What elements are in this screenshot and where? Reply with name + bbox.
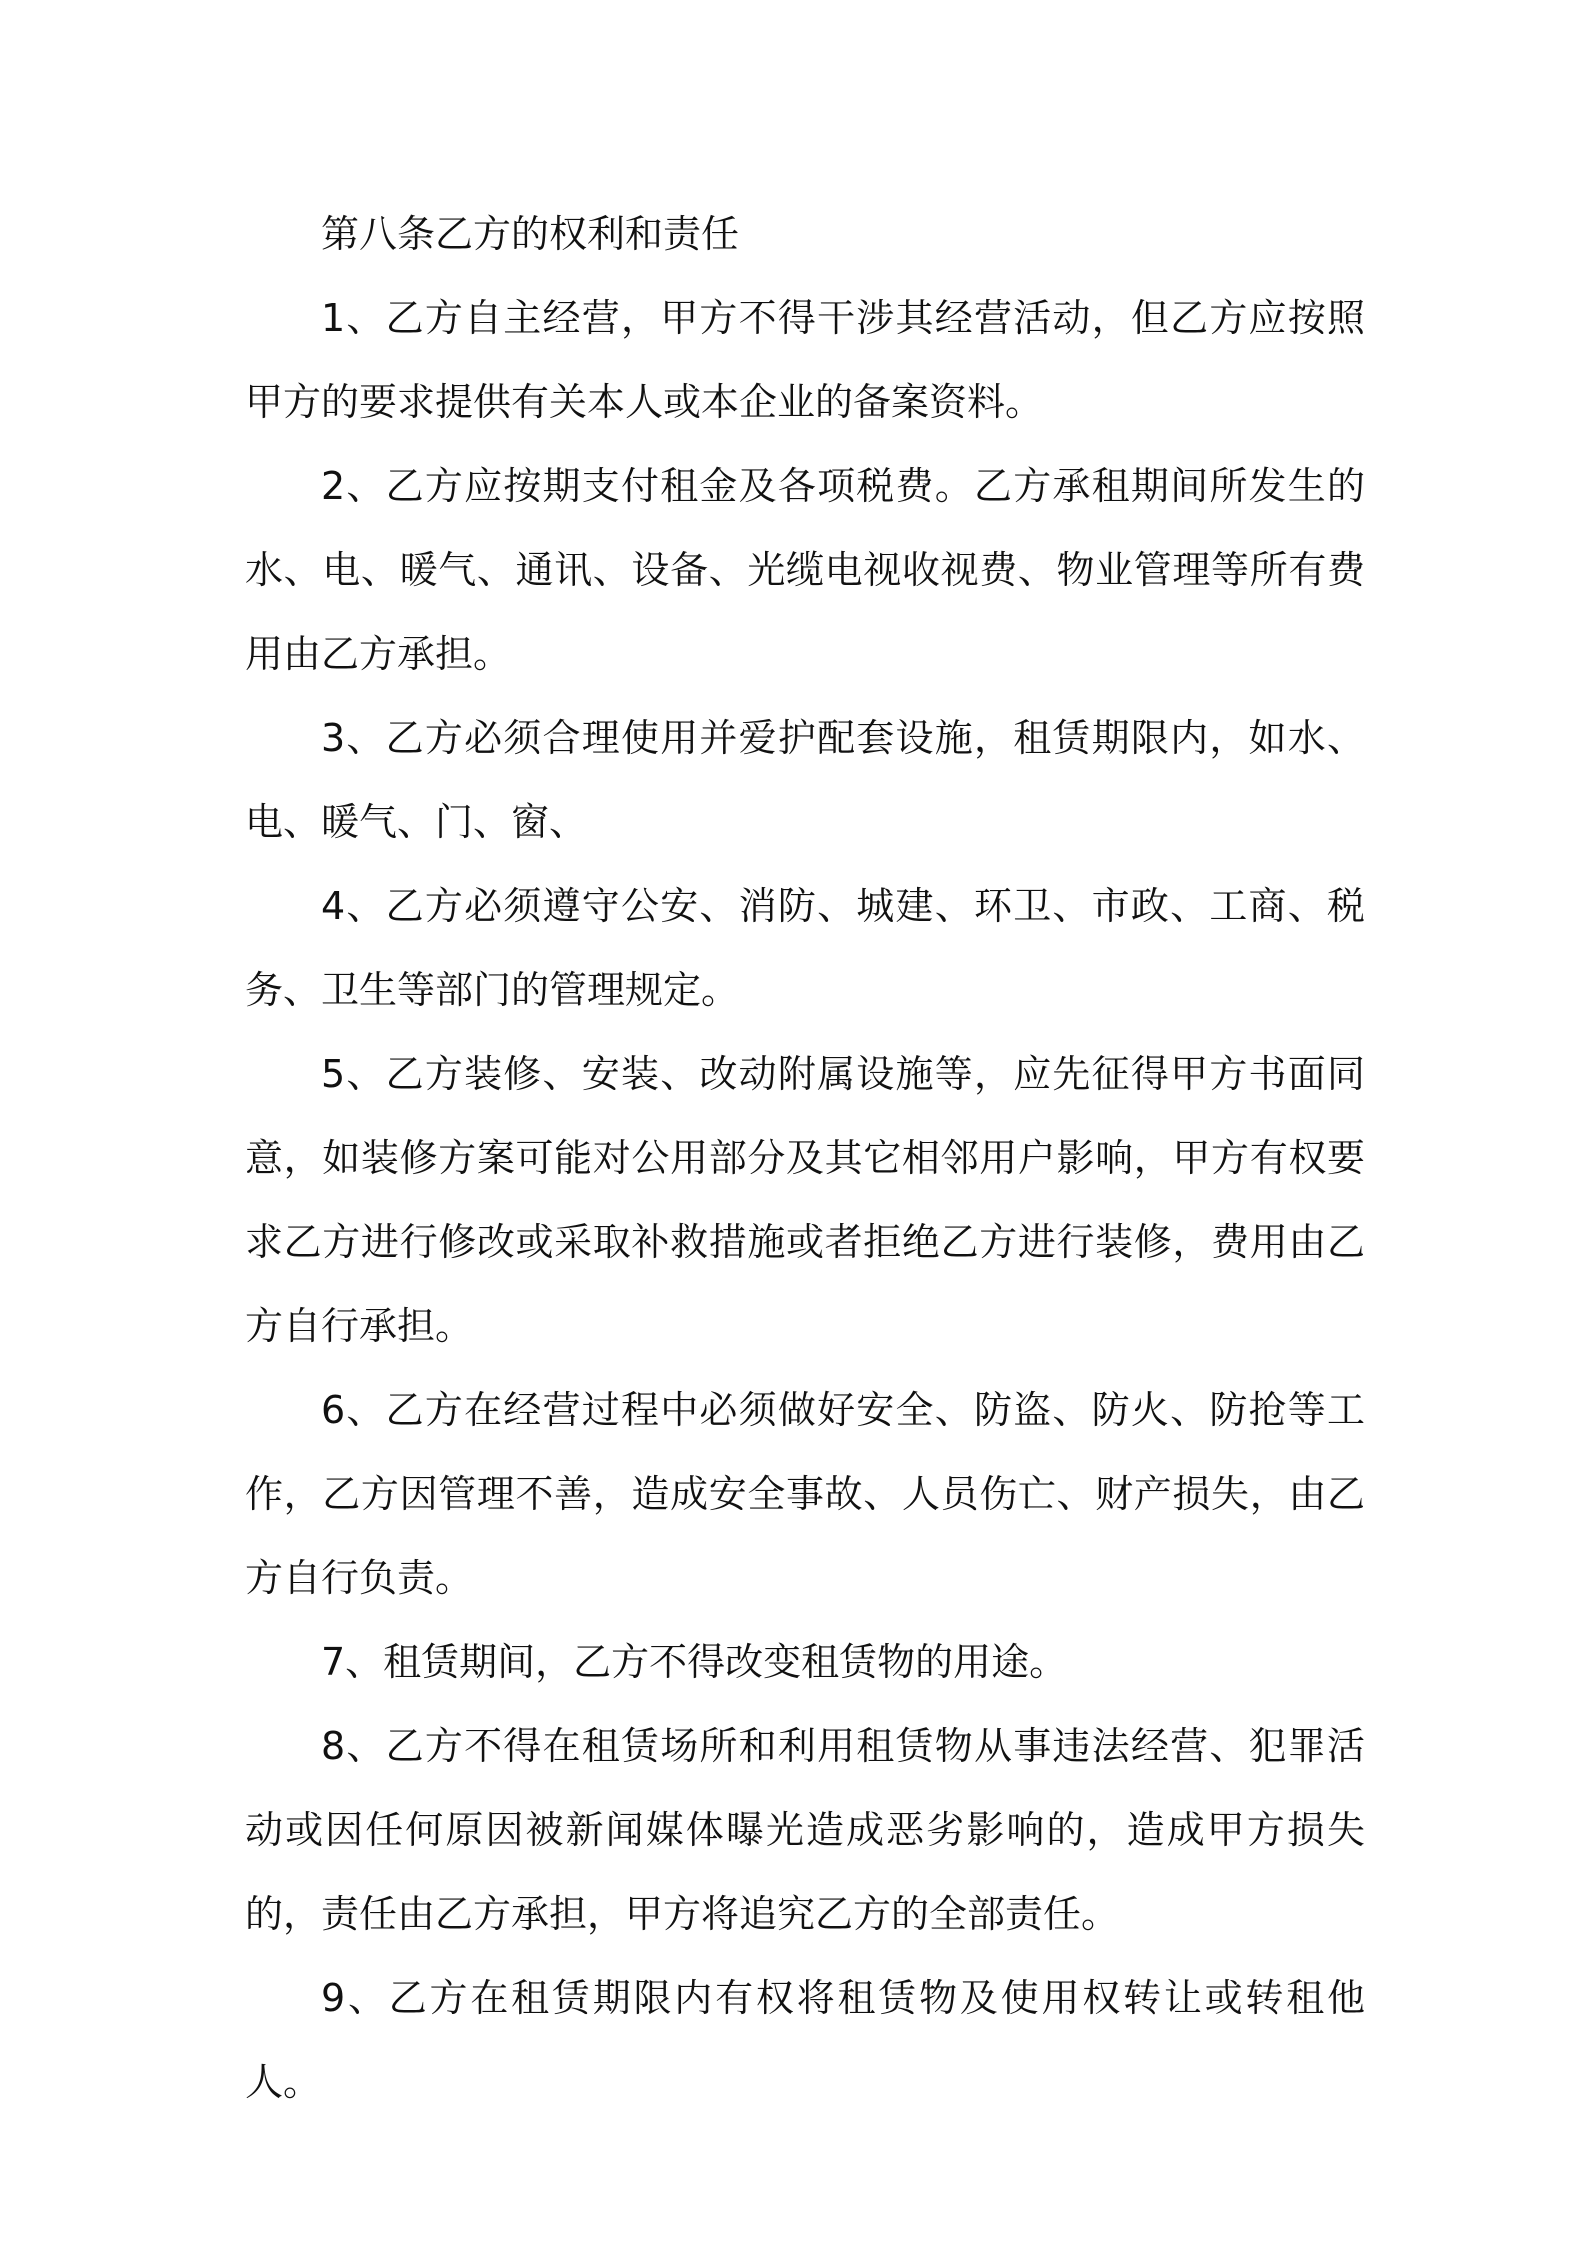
clause-3: 3、乙方必须合理使用并爱护配套设施，租赁期限内，如水、电、暖气、门、窗、 bbox=[245, 716, 1365, 844]
clause-4: 4、乙方必须遵守公安、消防、城建、环卫、市政、工商、税务、卫生等部门的管理规定。 bbox=[245, 884, 1365, 1012]
clause-1: 1、乙方自主经营，甲方不得干涉其经营活动，但乙方应按照甲方的要求提供有关本人或本企业的备案资料。 bbox=[245, 296, 1365, 424]
article-heading: 第八条乙方的权利和责任 bbox=[321, 212, 740, 256]
clause-5: 5、乙方装修、安装、改动附属设施等，应先征得甲方书面同意，如装修方案可能对公用部分及其它相邻用户影响，甲方有权要求乙方进行修改或采取补救措施或者拒绝乙方进行装修，费用由乙方自行承担。 bbox=[245, 1052, 1365, 1348]
clause-2: 2、乙方应按期支付租金及各项税费。乙方承租期间所发生的水、电、暖气、通讯、设备、光缆电视收视费、物业管理等所有费用由乙方承担。 bbox=[245, 464, 1365, 676]
document-body bbox=[245, 192, 1365, 2124]
clause-8: 8、乙方不得在租赁场所和利用租赁物从事违法经营、犯罪活动或因任何原因被新闻媒体曝光造成恶劣影响的，造成甲方损失的，责任由乙方承担，甲方将追究乙方的全部责任。 bbox=[245, 1724, 1365, 1936]
clause-7: 7、租赁期间，乙方不得改变租赁物的用途。 bbox=[321, 1640, 1068, 1684]
clause-6: 6、乙方在经营过程中必须做好安全、防盗、防火、防抢等工作，乙方因管理不善，造成安全事故、人员伤亡、财产损失，由乙方自行负责。 bbox=[245, 1388, 1365, 1600]
clause-9: 9、乙方在租赁期限内有权将租赁物及使用权转让或转租他人。 bbox=[245, 1976, 1365, 2104]
